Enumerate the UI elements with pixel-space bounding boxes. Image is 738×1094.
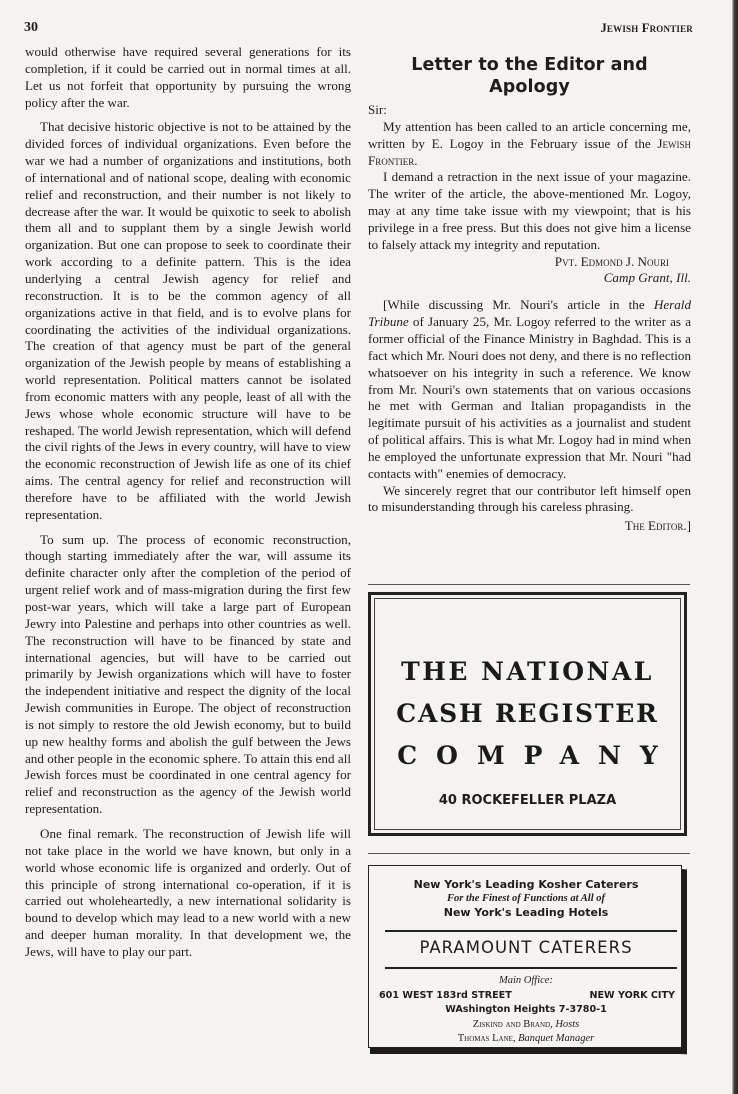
caterers-advertisement (368, 865, 688, 1058)
ad-tagline: New York's Leading Hotels (443, 906, 609, 919)
newspaper-name: Herald Tribune (368, 297, 691, 330)
section-divider (368, 853, 690, 854)
editor-signature: The Editor.] (624, 518, 691, 534)
ad-headline: THE NATIONAL (401, 657, 654, 686)
article-paragraph: would otherwise have required several generations for its completion, if it could be carried out in normal times at all. Let us not forfeit that opportunity by pursuing the wrong policy after the war. (25, 44, 351, 110)
letter-text: My attention has been called to an article concerning me, written by E. Logoy in the February issue of the (368, 118, 691, 151)
ad-tagline: New York's Leading Kosher Caterers (413, 878, 639, 891)
article-continuation-column (25, 44, 351, 961)
letter-text: . (414, 152, 418, 168)
ad-headline: CASH REGISTER (396, 699, 659, 728)
editor-reply-paragraph (368, 297, 691, 482)
running-head: Jewish Frontier (600, 21, 693, 35)
letter-title: Letter to the Editor and Apology (411, 55, 648, 97)
magazine-name: Jewish Frontier (368, 135, 691, 168)
letter-paragraph (368, 119, 691, 170)
letter-salutation: Sir: (368, 102, 387, 117)
ncr-advertisement (368, 592, 687, 836)
section-divider (368, 584, 690, 585)
ad-headline: COMPANY (397, 741, 677, 770)
ad-manager-name: Thomas Lane, (457, 1033, 519, 1044)
reply-text: of January 25, Mr. Logoy referred to the writer as a former official of the Finance Ministry in Baghdad. This is a fact which Mr. Nouri does not deny, and there is no reflection whatsoever on his integrity in such a reference. We know from Mr. Nouri's own statements that on various occasions he met with German and Italian propagandists in the legitimate pursuit of his activities as a journalist and student of political affairs. This is what Mr. Logoy had in mind when he employed the unfortunate expression that Mr. Nouri "had contacts with" enemies of democracy. (368, 314, 691, 481)
ad-hosts (369, 1019, 683, 1030)
ad-business-name: PARAMOUNT CATERERS (419, 938, 633, 957)
ad-office-label: Main Office: (499, 975, 553, 986)
signature-name: Pvt. Edmond J. Nouri (554, 253, 669, 269)
editor-reply-paragraph: We sincerely regret that our contributor left himself open to misunderstanding through his careless phrasing. (368, 482, 691, 515)
article-paragraph: One final remark. The reconstruction of Jewish life will not take place in the world we have known, but only in a world whose economic life is organized and orderly. Out of this principle of strong international co-operation, if it is carried out wholeheartedly, a new international solidarity is bound to develop which may lead to a new world with a new and deeper human morality. In that development we, the Jews, will have to play our part. (25, 825, 351, 959)
ad-manager (369, 1033, 683, 1044)
ad-address: 40 ROCKEFELLER PLAZA (438, 793, 617, 808)
page-binding-edge (732, 0, 738, 1094)
ad-city: NEW YORK CITY (589, 990, 675, 1001)
signature-place: Camp Grant, Ill. (603, 270, 691, 286)
ad-frame (368, 865, 682, 1048)
ad-address-row (379, 990, 675, 1001)
letter-column (368, 54, 691, 535)
ad-hosts-names: Ziskind and Brand, (472, 1019, 556, 1030)
article-paragraph: That decisive historic objective is not to be attained by the divided forces of individual organizations. Even before the war we had a number of organizations and institutions, both of international and of national scope, dealing with economic relief and reconstruction, and their number is not likely to decrease after the war. It would be quixotic to seek to abolish them all and to supplant them by a single Jewish world organization. But one can propose to seek to coordinate their work according to a definite pattern. This is the idea underlying a central Jewish agency for relief and reconstruction. It is to be the common agency of all organizations active in that field, and is to evolve plans for coordinating the activities of the individual organizations. The creation of that agency must be part of the general organization of the Jewish people by means of establishing a world representation. Political matters cannot be isolated from economic matters with any people, least of all with the Jews whose whole economic structure will have to be reshaped. The world Jewish representation, which will defend the civil rights of the Jews in every country, will have to view the economic reconstruction of Jewish life as one of its chief aims. The central agency for relief and reconstruction will therefore have to be affiliated with the world Jewish representation. (25, 119, 351, 522)
ad-divider (385, 967, 677, 969)
ad-hosts-label: Hosts (555, 1019, 580, 1030)
letter-paragraph: I demand a retraction in the next issue of your magazine. The writer of the article, the above-mentioned Mr. Logoy, may at any time take issue with my viewpoint; that is his privilege in a free press. But this does not give him a license to falsely attack my integrity and reputation. (368, 169, 691, 252)
ad-manager-label: Banquet Manager (518, 1033, 595, 1044)
ad-street: 601 WEST 183rd STREET (379, 990, 512, 1001)
article-paragraph: To sum up. The process of economic reconstruction, though starting immediately after the war, will assume its definite character only after the completion of the period of urgent relief work and of mass-migration during the first few post-war years, which will take a large part of European Jewry into Palestine and perhaps into other countries as well. The reconstruction will have to be financed by state and international agencies, but will have to be carried out primarily by Jewish organizations which will have to foster the independent initiative and respect the dignity of the local Jewish communities in Europe. The object of reconstruction is not simply to restore the old Jewish economy, but to build up new healthy forms and abolish the gulf between the Jews and other people in the economic sphere. To attain this end all Jewish forces must be coordinated in one central agency for relief and reconstruction as the agency of the Jewish world representation. (25, 531, 351, 817)
ad-tagline: For the Finest of Functions at All of (446, 893, 606, 904)
ad-phone: WAshington Heights 7-3780-1 (445, 1004, 607, 1015)
ad-divider (385, 930, 677, 932)
page-number: 30 (24, 20, 38, 35)
reply-text: [While discussing Mr. Nouri's article in the (383, 297, 654, 313)
